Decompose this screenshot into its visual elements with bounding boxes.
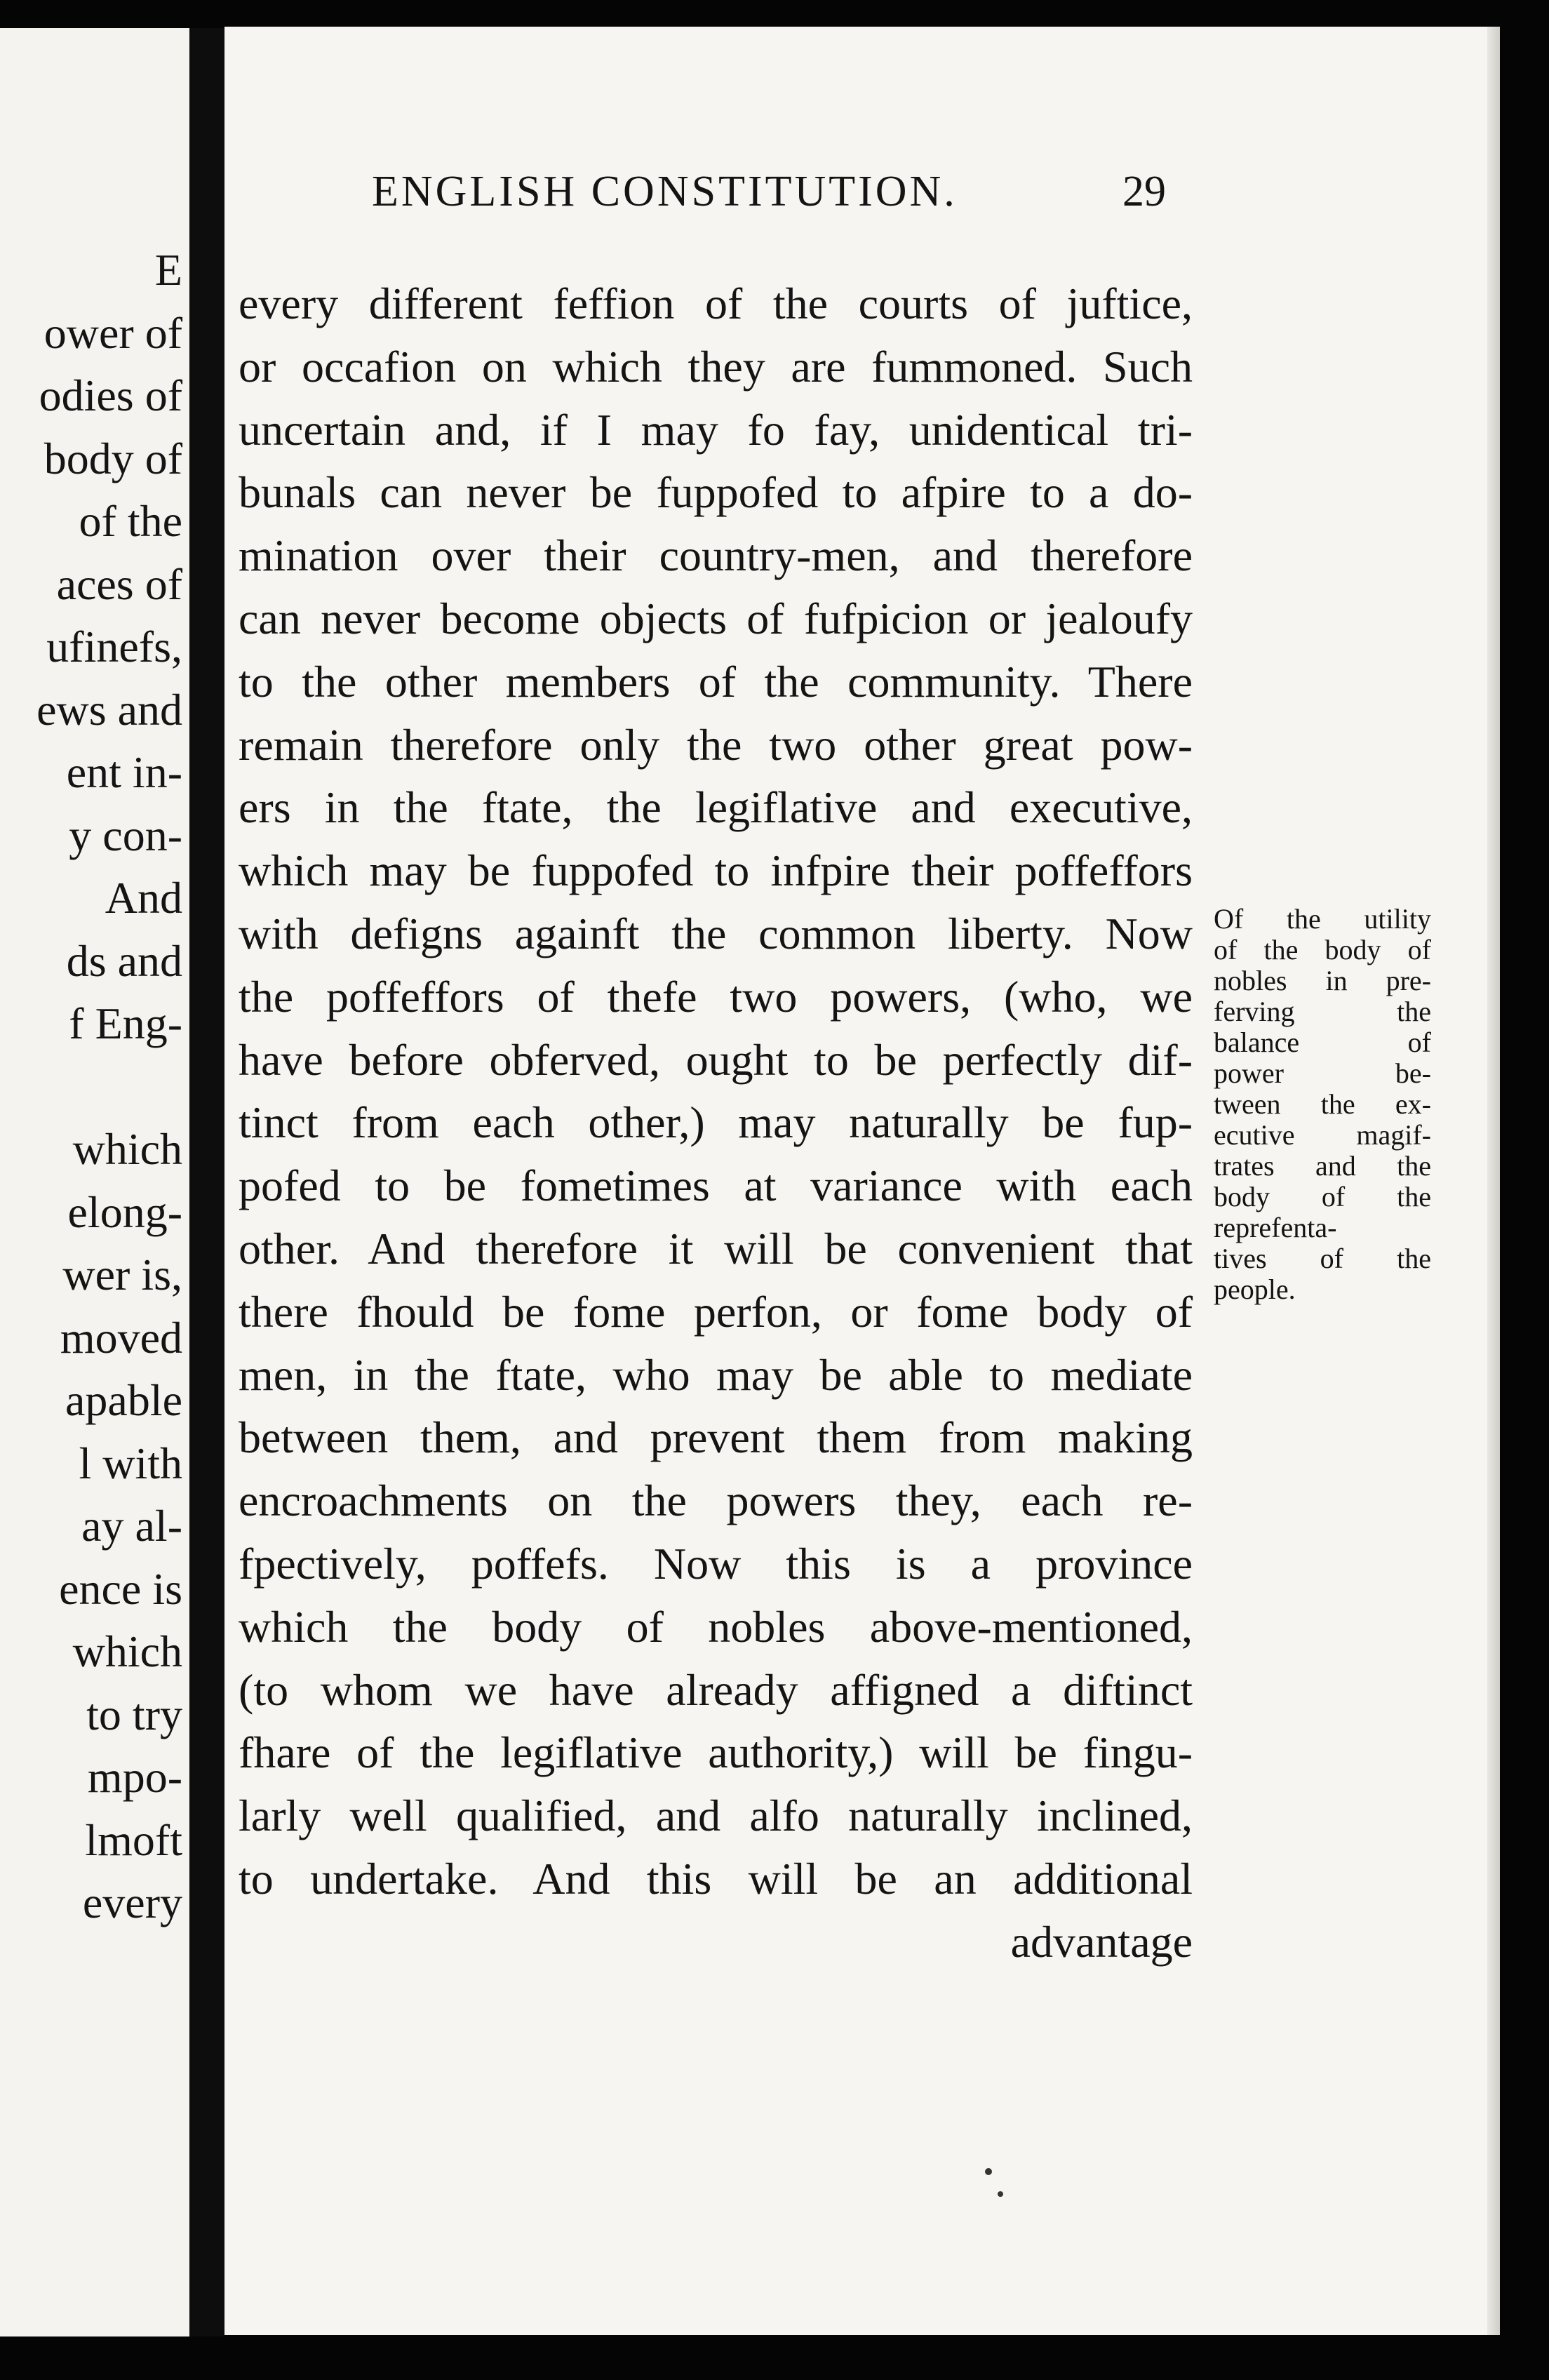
body-line: or occafion on which they are fummoned. Such [239,341,1193,392]
ink-speck [998,2191,1003,2197]
facing-page-line: to try [86,1689,182,1739]
body-line: bunals can never be fuppofed to afpire to a do- [239,467,1193,518]
facing-page-line: wer is, [62,1250,182,1299]
body-line: pofed to be fometimes at variance with each [239,1161,1193,1211]
body-line: with defigns againft the common liberty. Now [239,909,1193,958]
body-line: fpectively, poffefs. Now this is a province [239,1539,1193,1589]
facing-page-line: every [82,1878,182,1927]
facing-page-line: y con- [69,810,182,860]
page-edge-shadow [1487,27,1500,2335]
margin-note-line: Of the utility [1214,903,1431,935]
margin-note-line: tives of the [1214,1243,1431,1274]
facing-page-line: odies of [39,370,182,420]
body-line: advantage [1010,1916,1193,1967]
body-line: every different feffion of the courts of juftice, [239,279,1193,328]
margin-note-line: balance of [1214,1027,1431,1058]
facing-page-line: which [72,1124,182,1174]
body-line: to undertake. And this will be an additional [239,1854,1193,1904]
margin-note [1214,904,1431,1305]
facing-page-line: ay al- [81,1501,182,1551]
body-line: the poffeffors of thefe two powers, (who, we [239,971,1193,1022]
body-line: to the other members of the community. There [239,656,1193,707]
facing-page-line: lmoft [85,1814,182,1865]
body-line: encroachments on the powers they, each re- [239,1476,1193,1526]
facing-page-line: ence is [59,1563,182,1614]
body-line: have before obferved, ought to be perfectly dif- [239,1034,1193,1085]
facing-page-line: l with [79,1438,182,1488]
facing-page-line: apable [65,1375,182,1425]
margin-note-line: ferving the [1214,996,1431,1027]
body-line: there fhould be fome perfon, or fome body of [239,1286,1193,1337]
facing-page-line: of the [79,496,182,546]
book-gutter [189,28,224,2336]
body-line: larly well qualified, and alfo naturally inclined, [239,1791,1193,1841]
page-number: 29 [1122,168,1166,215]
body-line: which may be fuppofed to infpire their poffeffors [239,845,1193,896]
body-line: between them, and prevent them from making [239,1412,1193,1463]
facing-page-line: ds and [66,935,182,986]
margin-note-line: people. [1214,1273,1296,1305]
body-line: mination over their country-men, and therefore [239,530,1193,581]
body-line: men, in the ftate, who may be able to mediate [239,1349,1193,1400]
margin-note-line: ecutive magif- [1214,1119,1431,1151]
facing-page-line: mpo- [87,1752,182,1802]
running-head: ENGLISH CONSTITUTION. [372,168,958,215]
facing-page-line: elong- [67,1186,182,1237]
body-line: which the body of nobles above-mentioned, [239,1601,1193,1652]
body-line: (to whom we have already affigned a diftinct [239,1664,1193,1715]
facing-page-line: which [72,1626,182,1676]
margin-note-line: nobles in pre- [1214,965,1431,996]
facing-page-line: ower of [43,307,182,358]
body-line: fhare of the legiflative authority,) will be fingu- [239,1727,1193,1778]
facing-page-line: body of [43,433,182,483]
facing-page-line: moved [60,1312,182,1363]
facing-page-line: f Eng- [69,998,182,1048]
body-line: remain therefore only the two other great pow- [239,719,1193,770]
facing-page-line: E [154,245,182,295]
margin-note-line: of the body of [1214,934,1431,965]
body-line: tinct from each other,) may naturally be fup- [239,1097,1193,1148]
facing-page-line: ent in- [66,747,182,797]
body-line: other. And therefore it will be convenient that [239,1224,1193,1273]
margin-note-line: trates and the [1214,1150,1431,1182]
body-line: can never become objects of fufpicion or jealoufy [239,594,1193,643]
facing-page-line: aces of [56,559,182,609]
margin-note-line: reprefenta- [1214,1212,1337,1243]
facing-page-line: ews and [36,684,182,735]
facing-page-line: ufinefs, [46,622,182,671]
facing-page-fragment [0,28,189,2336]
body-line: ers in the ftate, the legiflative and executive, [239,782,1193,833]
body-line: uncertain and, if I may fo fay, unidentical tri- [239,404,1193,455]
margin-note-line: body of the [1214,1181,1431,1212]
margin-note-line: tween the ex- [1214,1088,1431,1120]
facing-page-line: And [105,873,182,923]
ink-speck [985,2168,992,2175]
margin-note-line: power be- [1214,1057,1431,1089]
book-page [224,27,1500,2335]
